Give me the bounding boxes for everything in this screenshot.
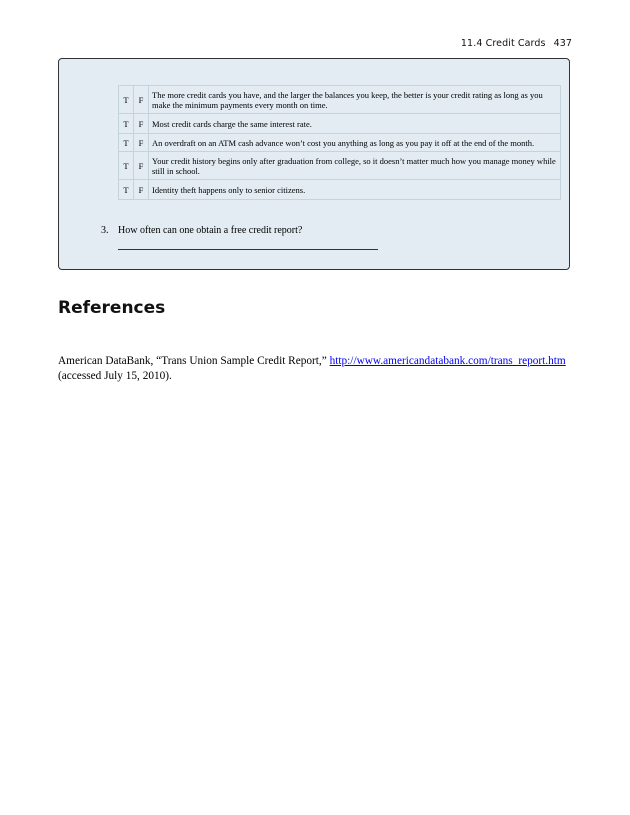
statement-text: An overdraft on an ATM cash advance won’t cost you anything as long as you pay it off at the end of the month.	[149, 134, 561, 152]
exercise-box	[58, 58, 570, 270]
true-option: T	[119, 180, 134, 200]
false-option: F	[134, 180, 149, 200]
section-number: 11.4	[460, 38, 483, 49]
references-heading: References	[58, 298, 166, 318]
reference-link[interactable]: http://www.americandatabank.com/trans_report.htm	[329, 355, 566, 368]
statement-text: Identity theft happens only to senior citizens.	[149, 180, 561, 200]
section-title: Credit Cards	[485, 38, 546, 49]
false-option: F	[134, 114, 149, 134]
question-3	[101, 225, 302, 236]
statement-text: Your credit history begins only after graduation from college, so it doesn’t matter much how you manage money while still in school.	[149, 152, 561, 180]
table-row	[119, 180, 561, 200]
false-option: F	[134, 86, 149, 114]
true-option: T	[119, 114, 134, 134]
statement-text: The more credit cards you have, and the larger the balances you keep, the better is your credit rating as long as you make the minimum payments every month on time.	[149, 86, 561, 114]
true-false-table	[118, 85, 561, 200]
question-text: How often can one obtain a free credit report?	[118, 225, 303, 236]
true-option: T	[119, 152, 134, 180]
page-number: 437	[553, 38, 572, 49]
true-option: T	[119, 134, 134, 152]
question-number: 3.	[101, 225, 109, 236]
reference-access-date: (accessed July 15, 2010).	[58, 370, 172, 383]
table-row	[119, 134, 561, 152]
table-row	[119, 86, 561, 114]
false-option: F	[134, 152, 149, 180]
running-header	[461, 38, 572, 49]
true-option: T	[119, 86, 134, 114]
table-row	[119, 152, 561, 180]
table-row	[119, 114, 561, 134]
reference-entry	[58, 354, 574, 384]
reference-text: American DataBank, “Trans Union Sample Credit Report,”	[58, 355, 330, 368]
statement-text: Most credit cards charge the same interest rate.	[149, 114, 561, 134]
answer-line	[118, 249, 378, 250]
false-option: F	[134, 134, 149, 152]
